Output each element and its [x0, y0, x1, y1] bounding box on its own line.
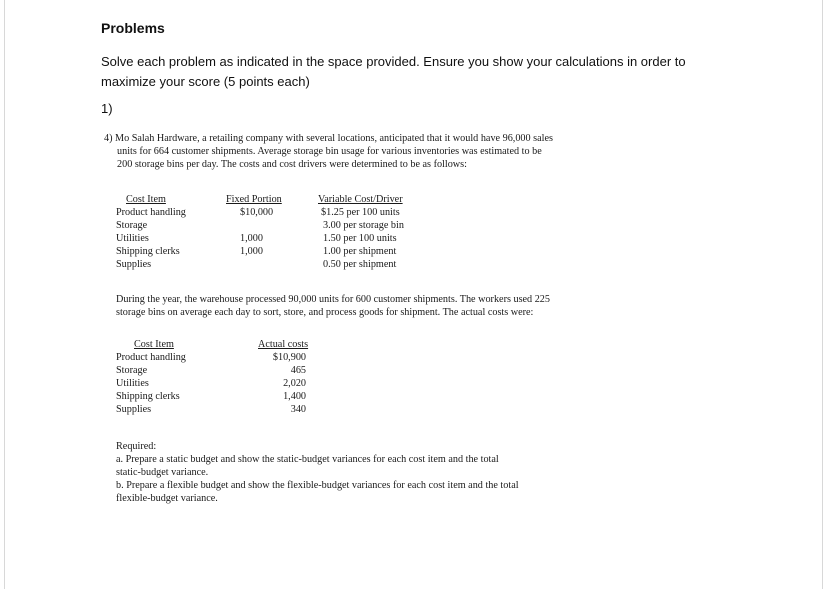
actual-cost-table	[116, 338, 346, 422]
paragraph-line-2: storage bins on average each day to sort, store, and process goods for shipment. The actual costs were:	[116, 307, 534, 318]
table-cell: 1.00 per shipment	[323, 246, 397, 257]
table-cell: Utilities	[116, 233, 149, 244]
page-left-border	[4, 0, 5, 589]
table-cell: $10,900	[272, 352, 306, 363]
actual-costs-column	[258, 338, 320, 416]
table-cell: 340	[290, 404, 306, 415]
table-cell: 0.50 per shipment	[323, 259, 397, 270]
table-cell: Supplies	[116, 404, 152, 415]
table-cell: Product handling	[116, 207, 186, 218]
table-cell: 465	[290, 365, 306, 376]
required-b-line-1: b. Prepare a flexible budget and show the flexible-budget variances for each cost item and the total	[116, 480, 519, 491]
table-cell: 1,000	[240, 246, 263, 257]
cost-item-header: Cost Item	[134, 339, 174, 350]
required-section	[116, 440, 676, 505]
table-cell: $10,000	[240, 207, 274, 218]
table-cell: Storage	[116, 365, 148, 376]
required-b-line-2: flexible-budget variance.	[116, 493, 218, 504]
table-cell: 1,400	[283, 391, 306, 402]
budget-cost-table	[116, 193, 476, 277]
problem-statement	[104, 132, 664, 171]
table-cell: 2,020	[283, 378, 306, 389]
table-cell: Utilities	[116, 378, 149, 389]
variable-cost-header: Variable Cost/Driver	[318, 194, 403, 205]
table-cell: Supplies	[116, 259, 152, 270]
problem-line-2: units for 664 customer shipments. Average storage bin usage for various inventories was estimated to be	[117, 146, 542, 157]
instructions-text: Solve each problem as indicated in the space provided. Ensure you show your calculations in order to maximize your score (5 points each)	[101, 54, 686, 89]
table-cell: 3.00 per storage bin	[323, 220, 404, 231]
page-right-border	[822, 0, 823, 589]
table-cell: Product handling	[116, 352, 186, 363]
fixed-portion-column	[226, 193, 296, 271]
table-cell: Shipping clerks	[116, 391, 180, 402]
problem-line-3: 200 storage bins per day. The costs and cost drivers were determined to be as follows:	[117, 159, 467, 170]
required-a-line-1: a. Prepare a static budget and show the static-budget variances for each cost item and the total	[116, 454, 499, 465]
table-cell	[226, 219, 296, 232]
actual-results-paragraph	[116, 293, 676, 319]
cost-item-header: Cost Item	[126, 194, 166, 205]
table-cell: $1.25 per 100 units	[321, 207, 400, 218]
table-cell: 1.50 per 100 units	[323, 233, 397, 244]
cost-item-column	[116, 338, 186, 416]
problem-line-1: 4) Mo Salah Hardware, a retailing company with several locations, anticipated that it would have 96,000 sales	[104, 133, 553, 144]
fixed-portion-header: Fixed Portion	[226, 194, 282, 205]
paragraph-line-1: During the year, the warehouse processed 90,000 units for 600 customer shipments. The workers used 225	[116, 294, 550, 305]
cost-item-column	[116, 193, 186, 271]
section-heading: Problems	[101, 20, 165, 36]
variable-cost-column	[318, 193, 404, 271]
required-title: Required:	[116, 441, 157, 452]
table-cell: Storage	[116, 220, 148, 231]
required-a-line-2: static-budget variance.	[116, 467, 209, 478]
table-cell: 1,000	[240, 233, 263, 244]
table-cell	[226, 258, 296, 271]
table-cell: Shipping clerks	[116, 246, 180, 257]
question-number: 1)	[101, 101, 113, 116]
actual-costs-header: Actual costs	[258, 339, 309, 350]
